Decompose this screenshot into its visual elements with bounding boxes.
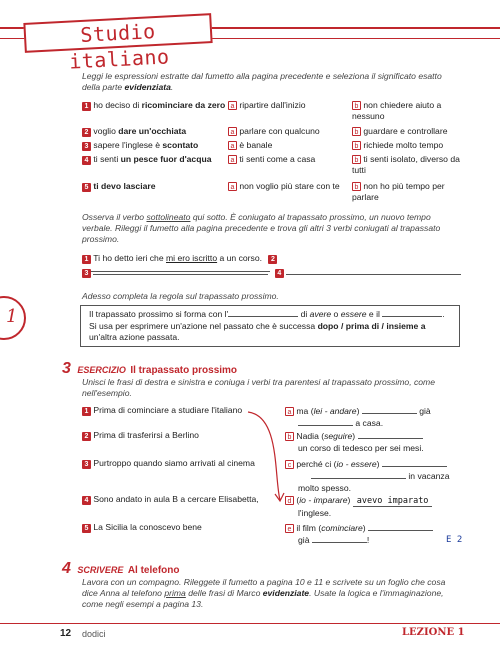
- matching-row: 1 ho deciso di ricominciare da zero: [82, 100, 232, 111]
- checkbox-a[interactable]: a: [228, 155, 237, 164]
- title-box: [23, 13, 212, 74]
- option-a[interactable]: a ti senti come a casa: [228, 154, 350, 165]
- left-clause: 2 Prima di trasferirsi a Berlino: [82, 430, 262, 441]
- intro-3: Adesso completa la regola sul trapassato prossimo.: [82, 291, 279, 301]
- matching-row: 2 voglio dare un'occhiata: [82, 126, 232, 137]
- checkbox-a[interactable]: a: [228, 127, 237, 136]
- option-b[interactable]: b richiede molto tempo: [352, 140, 462, 151]
- option-b[interactable]: b non ho più tempo per parlare: [352, 181, 445, 202]
- lesson-label: LEZIONE 1: [402, 627, 465, 638]
- exercise-4-heading: 4 SCRIVERE Al telefono: [62, 560, 180, 577]
- checkbox-b[interactable]: b: [352, 141, 361, 150]
- checkbox-b[interactable]: b: [352, 182, 361, 191]
- checkbox-a[interactable]: a: [228, 101, 237, 110]
- answer-line[interactable]: [358, 438, 423, 439]
- intro-2: Osserva il verbo sottolineato qui sotto. È coniugato al trapassato prossimo, un nuovo tempo verbale. Rileggi il fumetto alla pagina precedente e trova gli altri 3 verbi coniugati al trapassato prossimo.: [82, 212, 441, 244]
- right-clause: c perché ci (io - essere) in vacanza molto spesso.: [285, 458, 480, 494]
- answer-line[interactable]: [93, 274, 268, 275]
- exercise-3-heading: 3 ESERCIZIO Il trapassato prossimo: [62, 360, 238, 377]
- exercise-3-instructions: Unisci le frasi di destra e sinistra e coniuga i verbi tra parentesi al trapassato prossimo, come nell'esempio.: [82, 377, 435, 398]
- exercise-4-instructions: Lavora con un compagno. Rileggete il fumetto a pagina 10 e 11 e scrivete su un foglio che cosa dice Anna al telefono prima delle frasi di Marco evidenziate. Usate la logica e l'immaginazione, come negli esempi a pagina 13.: [82, 577, 446, 609]
- right-clause: a ma (lei - andare) già a casa.: [285, 405, 480, 429]
- verb-row-2: 3 4: [82, 267, 462, 278]
- answer-line[interactable]: [286, 274, 461, 275]
- option-a[interactable]: a parlare con qualcuno: [228, 126, 350, 137]
- left-clause: 1 Prima di cominciare a studiare l'italiano: [82, 405, 262, 416]
- checkbox-b[interactable]: b: [352, 127, 361, 136]
- matching-row: 5 ti devo lasciare: [82, 181, 232, 192]
- footer-rule: [0, 623, 500, 624]
- left-clause: 5 La Sicilia la conoscevo bene: [82, 522, 262, 533]
- left-clause: 4 Sono andato in aula B a cercare Elisabetta,: [82, 494, 262, 505]
- page-number: 12: [60, 628, 72, 639]
- answer-line[interactable]: [382, 466, 447, 467]
- rule-box: Il trapassato prossimo si forma con l' di avere o essere e il . Si usa per esprimere un'azione nel passato che è successa dopo / prima di / insieme a un'altra azione passata.: [80, 305, 460, 347]
- option-a[interactable]: a non voglio più stare con te: [228, 181, 350, 192]
- matching-row: 4 ti senti un pesce fuor d'acqua: [82, 154, 232, 165]
- answer-line[interactable]: [368, 530, 433, 531]
- header-bar: [0, 18, 500, 74]
- option-a[interactable]: a ripartire dall'inizio: [228, 100, 350, 111]
- intro-1: Leggi le espressioni estratte dal fumetto alla pagina precedente e seleziona il significato esatto della parte evidenziata.: [82, 71, 442, 92]
- option-b[interactable]: b guardare e controllare: [352, 126, 462, 137]
- matching-row: 3 sapere l'inglese è scontato: [82, 140, 232, 151]
- page-title: Studio italiano: [68, 19, 171, 74]
- verb-row-1: 1 Ti ho detto ieri che mi ero iscritto a un corso. 2: [82, 253, 462, 275]
- option-b[interactable]: b ti senti isolato, diverso da tutti: [352, 154, 460, 175]
- side-number-circle: 1: [0, 296, 26, 340]
- answer-line[interactable]: [311, 478, 406, 479]
- option-b[interactable]: b non chiedere aiuto a nessuno: [352, 100, 442, 121]
- answer-note: E 2: [446, 535, 463, 545]
- right-clause: e il film (cominciare) già !: [285, 522, 480, 546]
- checkbox-a[interactable]: a: [228, 141, 237, 150]
- right-clause: b Nadia (seguire) un corso di tedesco per sei mesi.: [285, 430, 480, 454]
- handwritten-answer: avevo imparato: [353, 496, 433, 507]
- option-a[interactable]: a è banale: [228, 140, 350, 151]
- page-word: dodici: [82, 629, 106, 639]
- example-arrow: [240, 406, 300, 506]
- left-clause: 3 Purtroppo quando siamo arrivati al cinema: [82, 458, 262, 469]
- answer-line[interactable]: [312, 542, 367, 543]
- right-clause: d (io - imparare) avevo imparato l'inglese.: [285, 494, 480, 519]
- checkbox-b[interactable]: b: [352, 101, 361, 110]
- checkbox-a[interactable]: a: [228, 182, 237, 191]
- checkbox-b[interactable]: b: [352, 155, 361, 164]
- answer-line[interactable]: [362, 413, 417, 414]
